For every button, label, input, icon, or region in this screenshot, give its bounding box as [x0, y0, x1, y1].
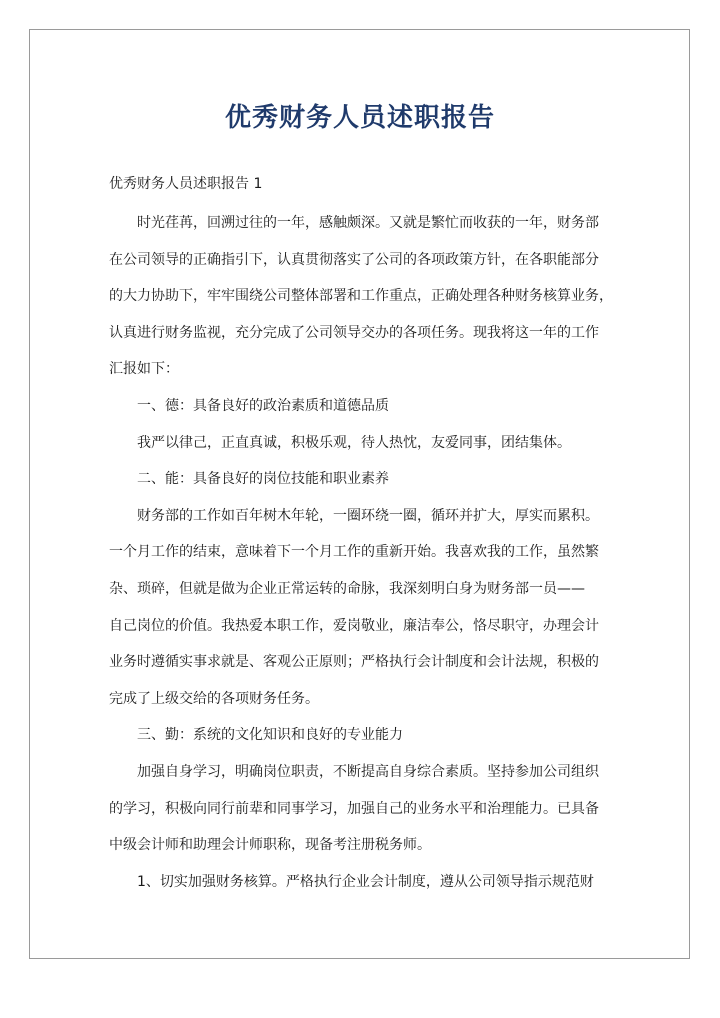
- paragraph-line: 的大力协助下，牢牢围绕公司整体部署和工作重点，正确处理各种财务核算业务，: [109, 288, 613, 305]
- document-title: 优秀财务人员述职报告: [224, 103, 495, 133]
- report-body: [109, 205, 613, 900]
- paragraph-line: 自己岗位的价值。我热爱本职工作，爱岗敬业，廉洁奉公，恪尽职守，办理会计: [109, 617, 599, 634]
- paragraph-line: 财务部的工作如百年树木年轮，一圈环绕一圈，循环并扩大，厚实而累积。: [137, 507, 599, 524]
- section-heading: 一、德：具备良好的政治素质和道德品质: [137, 397, 389, 414]
- paragraph-line: 我严以律己，正直真诚，积极乐观，待人热忱，友爱同事，团结集体。: [137, 434, 571, 451]
- paragraph-line: 完成了上级交给的各项财务任务。: [109, 690, 319, 707]
- paragraph-line: 中级会计师和助理会计师职称，现备考注册税务师。: [109, 837, 431, 854]
- section-heading: 三、勤：系统的文化知识和良好的专业能力: [137, 727, 403, 744]
- paragraph-line: 在公司领导的正确指引下，认真贯彻落实了公司的各项政策方针，在各职能部分: [109, 251, 599, 268]
- section-heading: 二、能：具备良好的岗位技能和职业素养: [137, 471, 389, 488]
- paragraph-line: 的学习，积极向同行前辈和同事学习，加强自己的业务水平和治理能力。已具备: [109, 800, 599, 817]
- paragraph-line: 一个月工作的结束，意味着下一个月工作的重新开始。我喜欢我的工作，虽然繁: [109, 544, 599, 561]
- paragraph-line: 1、切实加强财务核算。严格执行企业会计制度，遵从公司领导指示规范财: [137, 873, 594, 890]
- paragraph-line: 时光荏苒，回溯过往的一年，感触颇深。又就是繁忙而收获的一年，财务部: [137, 215, 599, 231]
- paragraph-line: 业务时遵循实事求就是、客观公正原则；严格执行会计制度和会计法规，积极的: [109, 654, 599, 671]
- report-subtitle: 优秀财务人员述职报告 1: [109, 176, 263, 192]
- paragraph-line: 杂、琐碎，但就是做为企业正常运转的命脉，我深刻明白身为财务部一员——: [109, 580, 585, 597]
- paragraph-line: 加强自身学习，明确岗位职责，不断提高自身综合素质。坚持参加公司组织: [137, 763, 599, 780]
- paragraph-line: 认真进行财务监视，充分完成了公司领导交办的各项任务。现我将这一年的工作: [109, 324, 599, 341]
- paragraph-line: 汇报如下：: [109, 361, 179, 378]
